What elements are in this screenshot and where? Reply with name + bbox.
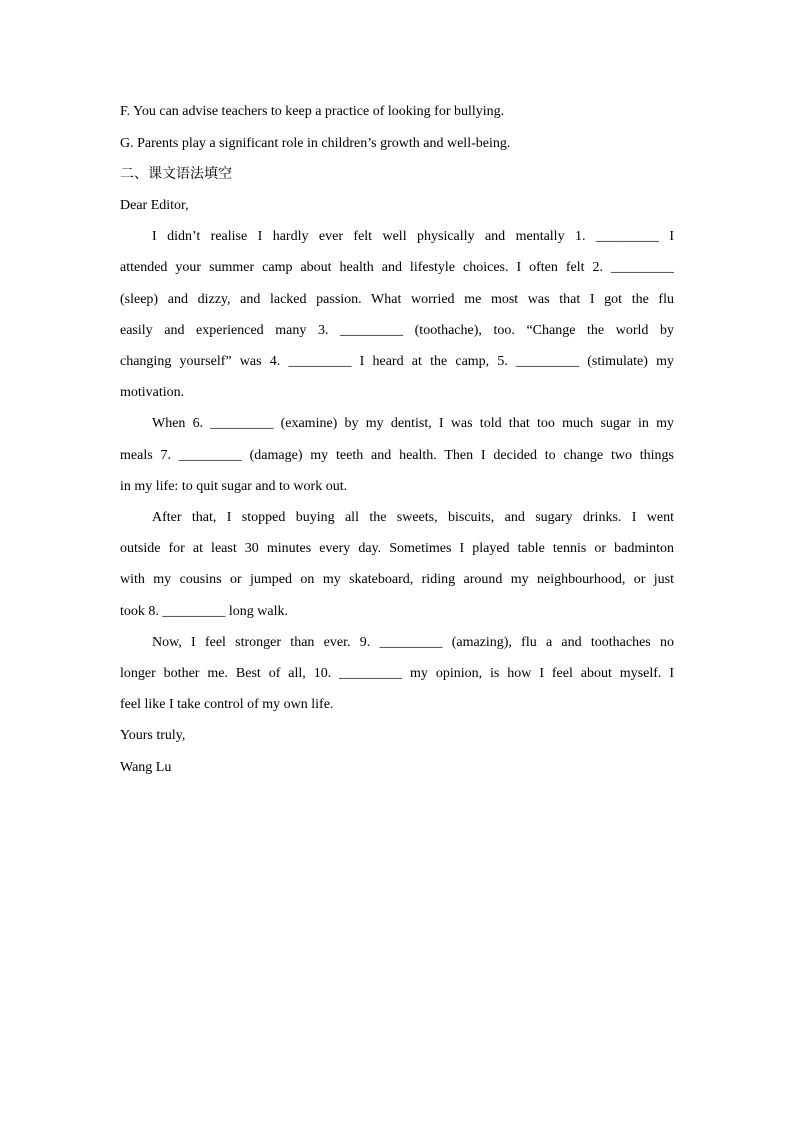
paragraph-1-line: motivation. (120, 385, 185, 400)
paragraph-3-line: After that, I stopped buying all the sweets, biscuits, and sugary drinks. I went (152, 510, 674, 525)
paragraph-2-line: meals 7. _________ (damage) my teeth and health. Then I decided to change two things (120, 448, 674, 463)
paragraph-2-line: When 6. _________ (examine) by my dentist, I was told that too much sugar in my (152, 416, 674, 431)
option-g: G. Parents play a significant role in children’s growth and well-being. (120, 136, 511, 151)
paragraph-1-line: (sleep) and dizzy, and lacked passion. What worried me most was that I got the flu (120, 292, 674, 307)
paragraph-1-line: I didn’t realise I hardly ever felt well physically and mentally 1. _________ I (152, 229, 674, 244)
letter-greeting: Dear Editor, (120, 198, 189, 213)
section-heading: 二、课文语法填空 (120, 166, 232, 182)
letter-closing: Yours truly, (120, 728, 186, 743)
document-page (120, 0, 674, 1123)
paragraph-1-line: changing yourself” was 4. _________ I heard at the camp, 5. _________ (stimulate) my (120, 354, 674, 369)
paragraph-3-line: outside for at least 30 minutes every day. Sometimes I played table tennis or badminton (120, 541, 674, 556)
option-f: F. You can advise teachers to keep a practice of looking for bullying. (120, 104, 505, 119)
paragraph-4-line: feel like I take control of my own life. (120, 697, 334, 712)
paragraph-3-line: with my cousins or jumped on my skateboard, riding around my neighbourhood, or just (120, 572, 674, 587)
paragraph-4-line: Now, I feel stronger than ever. 9. _________ (amazing), flu a and toothaches no (152, 635, 674, 650)
paragraph-2-line: in my life: to quit sugar and to work out. (120, 479, 348, 494)
paragraph-1-line: easily and experienced many 3. _________ (toothache), too. “Change the world by (120, 323, 674, 338)
paragraph-1-line: attended your summer camp about health and lifestyle choices. I often felt 2. _________ (120, 260, 674, 275)
letter-signature: Wang Lu (120, 760, 172, 775)
paragraph-3-line: took 8. _________ long walk. (120, 604, 288, 619)
paragraph-4-line: longer bother me. Best of all, 10. _________ my opinion, is how I feel about myself. I (120, 666, 674, 681)
